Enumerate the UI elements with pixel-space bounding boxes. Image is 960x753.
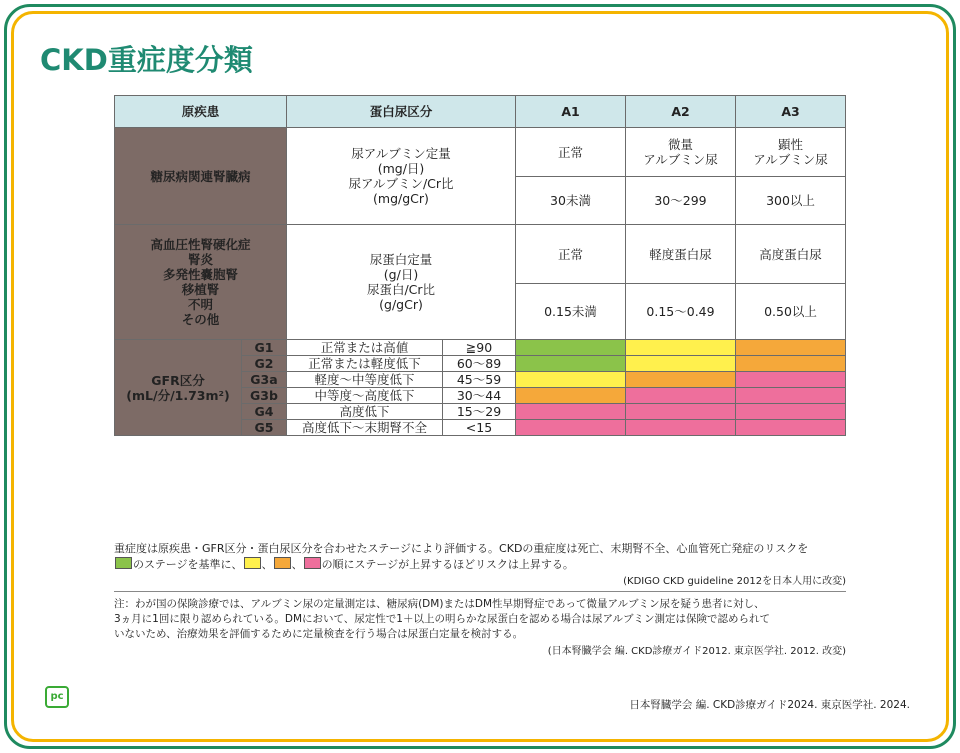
risk-cell-red bbox=[626, 404, 736, 420]
a2-name-line: アルブミン尿 bbox=[643, 152, 718, 167]
risk-cell-red bbox=[626, 388, 736, 404]
measure-protein bbox=[287, 225, 516, 340]
measure-line: 尿アルブミン定量 bbox=[351, 146, 451, 161]
disease-line: 不明 bbox=[187, 297, 213, 312]
header-disease: 原疾患 bbox=[115, 96, 287, 128]
risk-cell-yellow bbox=[516, 372, 626, 388]
disease-line: 多発性嚢胞腎 bbox=[162, 267, 238, 282]
gfr-row bbox=[115, 340, 846, 356]
gfr-range: ≧90 bbox=[443, 340, 516, 356]
other-a2-range: 0.15〜0.49 bbox=[626, 284, 736, 340]
other-a1-name: 正常 bbox=[516, 225, 626, 284]
gfr-rows bbox=[115, 340, 846, 436]
gfr-grade: G5 bbox=[242, 420, 287, 436]
measure-line: 尿蛋白/Cr比 bbox=[366, 282, 436, 297]
measure-line: 尿蛋白定量 bbox=[369, 252, 433, 267]
risk-cell-red bbox=[516, 420, 626, 436]
gfr-description: 正常または軽度低下 bbox=[287, 356, 443, 372]
gfr-grade: G1 bbox=[242, 340, 287, 356]
a2-name-line: 微量 bbox=[667, 137, 693, 152]
divider bbox=[114, 591, 846, 592]
red-swatch bbox=[304, 557, 321, 569]
gfr-grade: G3b bbox=[242, 388, 287, 404]
ckd-severity-table bbox=[114, 95, 846, 436]
diabetes-a3-name bbox=[736, 128, 846, 177]
risk-cell-green bbox=[516, 356, 626, 372]
disease-diabetes: 糖尿病関連腎臓病 bbox=[115, 128, 287, 225]
diabetes-a2-name bbox=[626, 128, 736, 177]
risk-cell-orange bbox=[736, 356, 846, 372]
measure-line: (g/日) bbox=[383, 267, 419, 282]
risk-cell-orange bbox=[516, 388, 626, 404]
gfr-range: 15〜29 bbox=[443, 404, 516, 420]
disease-line: 移植腎 bbox=[181, 282, 220, 297]
gfr-range: 45〜59 bbox=[443, 372, 516, 388]
gfr-grade: G3a bbox=[242, 372, 287, 388]
risk-cell-orange bbox=[626, 372, 736, 388]
a3-name-line: アルブミン尿 bbox=[753, 152, 828, 167]
diabetes-a3-range: 300以上 bbox=[736, 177, 846, 225]
orange-swatch bbox=[274, 557, 291, 569]
gfr-description: 中等度〜高度低下 bbox=[287, 388, 443, 404]
risk-cell-green bbox=[516, 340, 626, 356]
disease-line: 高血圧性腎硬化症 bbox=[150, 237, 251, 252]
gfr-label-line: (mL/分/1.73m²) bbox=[126, 387, 230, 403]
disease-other bbox=[115, 225, 287, 340]
diabetes-a1-name: 正常 bbox=[516, 128, 626, 177]
header-a3: A3 bbox=[736, 96, 846, 128]
diabetes-a1-range: 30未満 bbox=[516, 177, 626, 225]
risk-cell-red bbox=[736, 420, 846, 436]
footnote bbox=[114, 597, 854, 643]
gfr-description: 正常または高値 bbox=[287, 340, 443, 356]
gfr-label-line: GFR区分 bbox=[151, 372, 205, 388]
measure-line: (mg/gCr) bbox=[373, 191, 429, 206]
pc-logo-icon: pc bbox=[45, 686, 69, 708]
legend-text: のステージを基準に、 bbox=[133, 558, 243, 571]
footnote-line: いないため、治療効果を評価するために定量検査を行う場合は尿蛋白定量を検討する。 bbox=[114, 628, 524, 641]
gfr-grade: G4 bbox=[242, 404, 287, 420]
footnote-source: (日本腎臓学会 編. CKD診療ガイド2012. 東京医学社. 2012. 改変) bbox=[547, 646, 846, 657]
other-a3-name: 高度蛋白尿 bbox=[736, 225, 846, 284]
risk-cell-orange bbox=[736, 340, 846, 356]
gfr-range: <15 bbox=[443, 420, 516, 436]
diabetes-a2-range: 30〜299 bbox=[626, 177, 736, 225]
risk-cell-red bbox=[736, 404, 846, 420]
disease-line: 腎炎 bbox=[187, 252, 213, 267]
gfr-description: 高度低下〜末期腎不全 bbox=[287, 420, 443, 436]
legend-line-1: 重症度は原疾患・GFR区分・蛋白尿区分を合わせたステージにより評価する。CKDの重症度は死亡、末期腎不全、心血管死亡発症のリスクを bbox=[114, 542, 809, 555]
green-swatch bbox=[115, 557, 132, 569]
header-proteinuria: 蛋白尿区分 bbox=[287, 96, 516, 128]
legend-line-2 bbox=[114, 557, 574, 573]
gfr-description: 軽度〜中等度低下 bbox=[287, 372, 443, 388]
measure-line: 尿アルブミン/Cr比 bbox=[348, 176, 454, 191]
credit: 日本腎臓学会 編. CKD診療ガイド2024. 東京医学社. 2024. bbox=[629, 699, 910, 711]
measure-albumin bbox=[287, 128, 516, 225]
legend-source: (KDIGO CKD guideline 2012を日本人用に改変) bbox=[623, 576, 846, 587]
header-a1: A1 bbox=[516, 96, 626, 128]
risk-cell-red bbox=[736, 388, 846, 404]
gfr-description: 高度低下 bbox=[287, 404, 443, 420]
measure-line: (g/gCr) bbox=[379, 297, 423, 312]
risk-cell-red bbox=[516, 404, 626, 420]
measure-line: (mg/日) bbox=[377, 161, 425, 176]
footnote-line: 3ヵ月に1回に限り認められている。DMにおいて、尿定性で1＋以上の明らかな尿蛋白を認める場合は尿アルブミン測定は保険で認められて bbox=[114, 613, 771, 626]
risk-cell-red bbox=[626, 420, 736, 436]
yellow-swatch bbox=[244, 557, 261, 569]
legend-sep: 、 bbox=[261, 558, 273, 571]
other-a3-range: 0.50以上 bbox=[736, 284, 846, 340]
footnote-line: 注：わが国の保険診療では、アルブミン尿の定量測定は、糖尿病(DM)またはDM性早期腎症であって微量アルブミン尿を疑う患者に対し、 bbox=[114, 598, 765, 610]
risk-cell-yellow bbox=[626, 340, 736, 356]
risk-cell-yellow bbox=[626, 356, 736, 372]
gfr-grade: G2 bbox=[242, 356, 287, 372]
page-title: CKD重症度分類 bbox=[40, 43, 253, 77]
disease-line: その他 bbox=[181, 312, 220, 327]
a3-name-line: 顕性 bbox=[777, 137, 803, 152]
other-a2-name: 軽度蛋白尿 bbox=[626, 225, 736, 284]
legend-sep: 、 bbox=[291, 558, 303, 571]
other-a1-range: 0.15未満 bbox=[516, 284, 626, 340]
legend-text: の順にステージが上昇するほどリスクは上昇する。 bbox=[321, 558, 574, 571]
risk-cell-red bbox=[736, 372, 846, 388]
gfr-label bbox=[115, 340, 242, 436]
gfr-range: 30〜44 bbox=[443, 388, 516, 404]
header-a2: A2 bbox=[626, 96, 736, 128]
gfr-range: 60〜89 bbox=[443, 356, 516, 372]
